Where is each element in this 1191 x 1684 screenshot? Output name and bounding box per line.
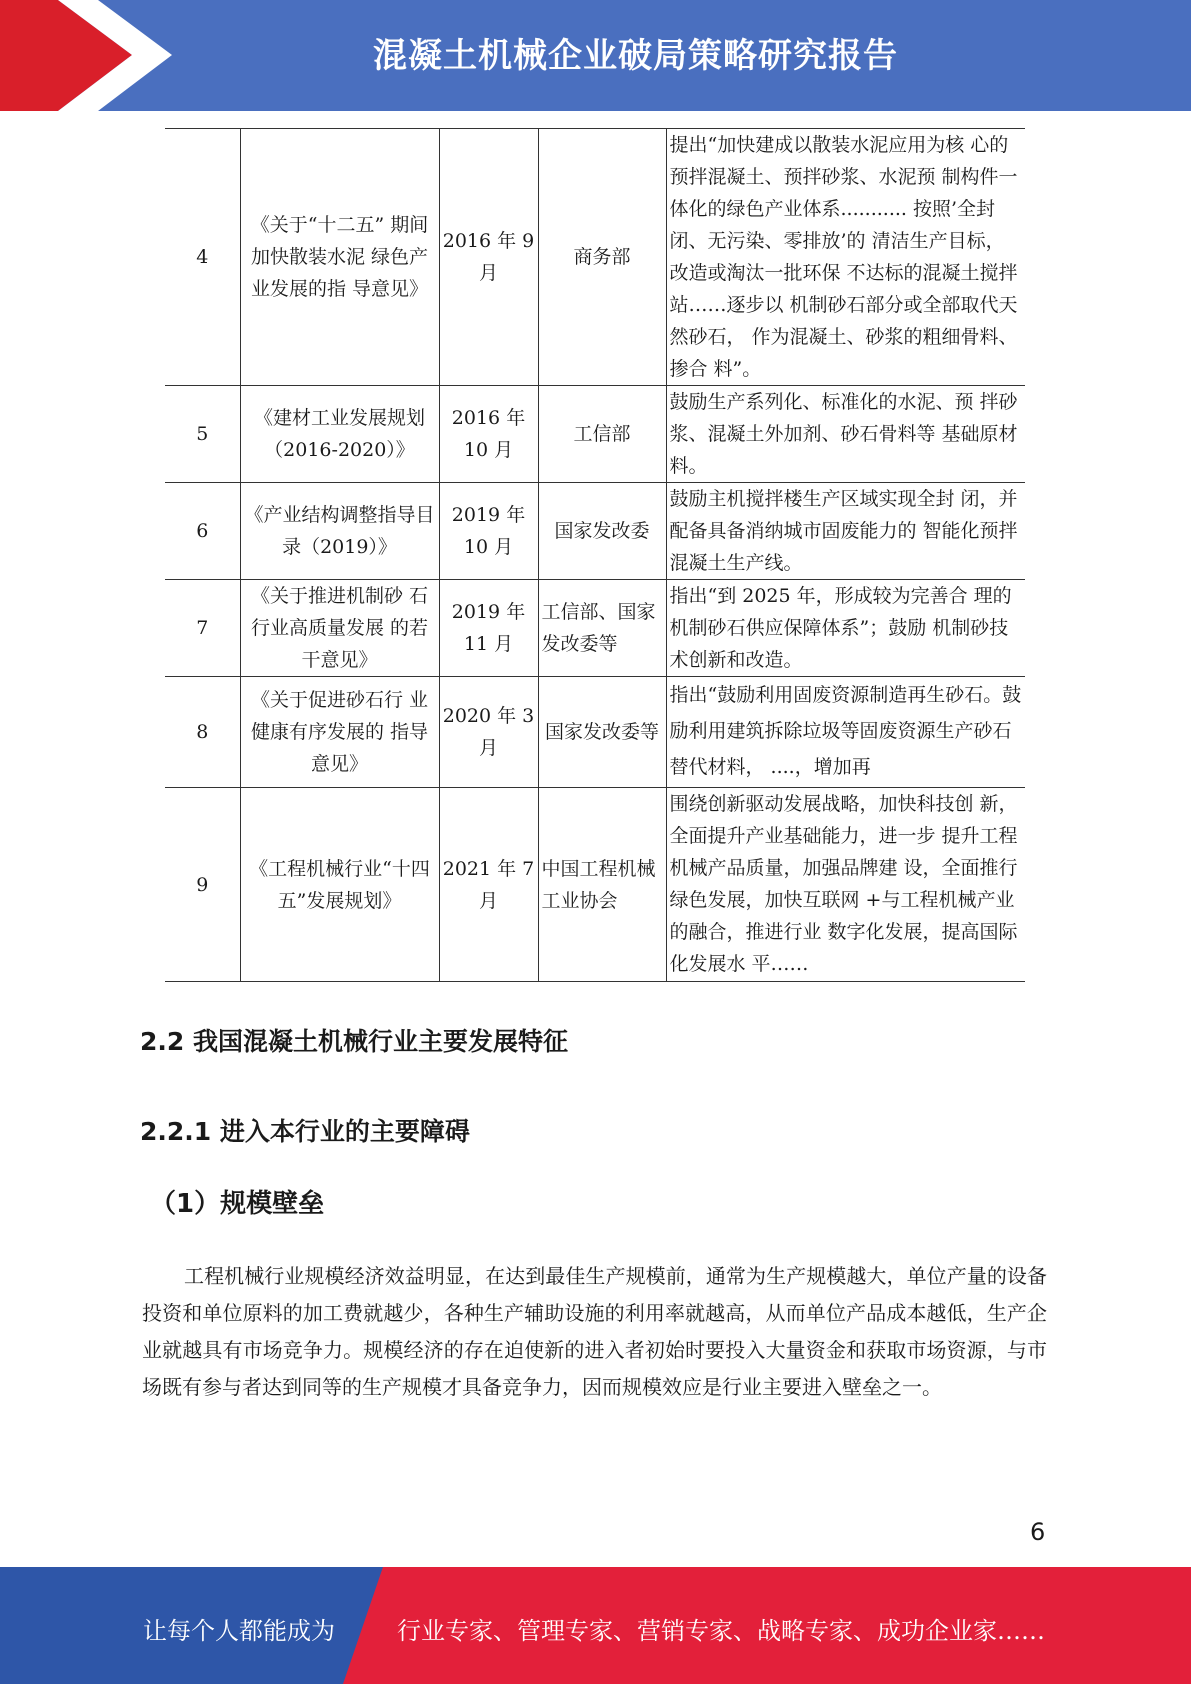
footer-slogan-left: 让每个人都能成为 [143, 1617, 335, 1645]
table-row [165, 677, 1025, 788]
page-header [0, 0, 1191, 111]
cell-date: 2021 年 7 月 [439, 788, 538, 982]
table-row [165, 129, 1025, 386]
cell-no: 6 [165, 483, 240, 580]
cell-content: 鼓励主机搅拌楼生产区域实现全封 闭，并配备具备消纳城市固废能力的 智能化预拌混凝土生产线。 [666, 483, 1025, 580]
page-footer [0, 1567, 1191, 1684]
cell-date: 2019 年 10 月 [439, 483, 538, 580]
cell-name: 《工程机械行业“十四五”发展规划》 [240, 788, 439, 982]
cell-no: 9 [165, 788, 240, 982]
cell-name: 《产业结构调整指导目录（2019）》 [240, 483, 439, 580]
section-heading-2-2: 2.2 我国混凝土机械行业主要发展特征 [140, 1027, 568, 1056]
cell-date: 2019 年 11 月 [439, 580, 538, 677]
page-number: 6 [1030, 1518, 1046, 1546]
subsection-heading-scale-barrier: （1）规模壁垒 [150, 1189, 325, 1219]
cell-dept: 工信部、国家发改委等 [538, 580, 666, 677]
cell-content: 指出“到 2025 年，形成较为完善合 理的机制砂石供应保障体系”；鼓励 机制砂技术创新和改造。 [666, 580, 1025, 677]
cell-name: 《关于促进砂石行 业健康有序发展的 指导意见》 [240, 677, 439, 788]
cell-dept: 国家发改委等 [538, 677, 666, 788]
table-row [165, 580, 1025, 677]
cell-no: 7 [165, 580, 240, 677]
cell-dept: 工信部 [538, 386, 666, 483]
cell-name: 《关于推进机制砂 石行业高质量发展 的若干意见》 [240, 580, 439, 677]
table-row [165, 386, 1025, 483]
cell-content: 指出“鼓励利用固废资源制造再生砂石。鼓励利用建筑拆除垃圾等固废资源生产砂石替代材料， ....，增加再 [666, 677, 1025, 788]
cell-no: 8 [165, 677, 240, 788]
report-title: 混凝土机械企业破局策略研究报告 [373, 36, 898, 76]
cell-no: 4 [165, 129, 240, 386]
cell-dept: 中国工程机械工业协会 [538, 788, 666, 982]
cell-name: 《关于“十二五” 期间加快散装水泥 绿色产业发展的指 导意见》 [240, 129, 439, 386]
cell-name: 《建材工业发展规划（2016-2020）》 [240, 386, 439, 483]
cell-date: 2016 年 9 月 [439, 129, 538, 386]
cell-dept: 商务部 [538, 129, 666, 386]
cell-date: 2020 年 3 月 [439, 677, 538, 788]
cell-content: 提出“加快建成以散装水泥应用为核 心的预拌混凝土、预拌砂浆、水泥预 制构件一体化的绿色产业体系........... 按照’全封闭、无污染、零排放’的 清洁生产目标，改造或淘汰一批环保 不达标的混凝土搅拌站……逐步以 机制砂石部分或全部取代天然砂石， 作为混凝土、砂浆的粗细骨料、掺合 料”。 [666, 129, 1025, 386]
section-heading-2-2-1: 2.2.1 进入本行业的主要障碍 [140, 1117, 470, 1146]
cell-date: 2016 年 10 月 [439, 386, 538, 483]
cell-dept: 国家发改委 [538, 483, 666, 580]
table-row [165, 483, 1025, 580]
policy-table [165, 128, 1025, 982]
cell-content: 鼓励生产系列化、标准化的水泥、预 拌砂浆、混凝土外加剂、砂石骨料等 基础原材料。 [666, 386, 1025, 483]
cell-no: 5 [165, 386, 240, 483]
footer-slogan-right: 行业专家、管理专家、营销专家、战略专家、成功企业家…… [397, 1617, 1045, 1645]
table-row [165, 788, 1025, 982]
body-paragraph: 工程机械行业规模经济效益明显，在达到最佳生产规模前，通常为生产规模越大，单位产量的设备投资和单位原料的加工费就越少，各种生产辅助设施的利用率就越高，从而单位产品成本越低，生产企业就越具有市场竞争力。规模经济的存在迫使新的进入者初始时要投入大量资金和获取市场资源，与市场既有参与者达到同等的生产规模才具备竞争力，因而规模效应是行业主要进入壁垒之一。 [142, 1264, 1047, 1399]
cell-content: 围绕创新驱动发展战略，加快科技创 新，全面提升产业基础能力，进一步 提升工程机械产品质量，加强品牌建 设，全面推行绿色发展，加快互联网 +与工程机械产业的融合，推进行业 数字化发展，提高国际化发展水 平…… [666, 788, 1025, 982]
